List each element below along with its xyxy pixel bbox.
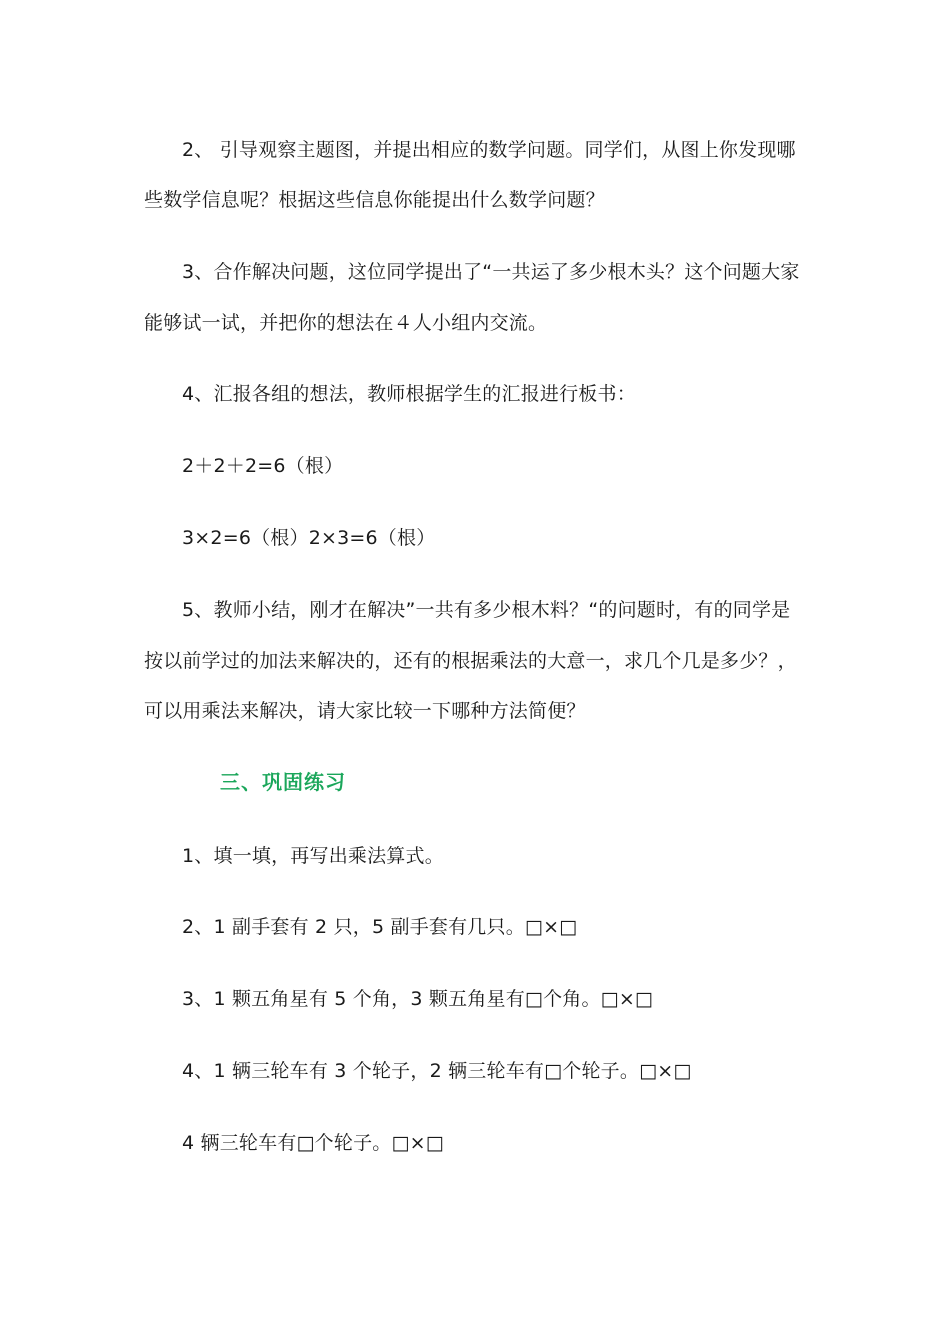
section-heading: 三、巩固练习	[220, 770, 346, 794]
exercise-2: 2、1 副手套有 2 只，5 副手套有几只。□×□	[182, 916, 578, 938]
paragraph-2-line-2: 些数学信息呢？根据这些信息你能提出什么数学问题？	[144, 189, 605, 211]
exercise-4: 4、1 辆三轮车有 3 个轮子，2 辆三轮车有□个轮子。□×□	[182, 1060, 692, 1082]
exercise-1: 1、填一填，再写出乘法算式。	[182, 845, 444, 867]
equation-multiplication: 3×2=6（根）2×3=6（根）	[182, 527, 436, 549]
paragraph-3-line-1: 3、合作解决问题，这位同学提出了“一共运了多少根木头？这个问题大家	[182, 261, 800, 283]
paragraph-5-line-1: 5、教师小结，刚才在解决”一共有多少根木料？“的问题时，有的同学是	[182, 599, 791, 621]
paragraph-2-line-1: 2、 引导观察主题图，并提出相应的数学问题。同学们，从图上你发现哪	[182, 139, 796, 161]
paragraph-5-line-3: 可以用乘法来解决，请大家比较一下哪种方法简便？	[144, 700, 586, 722]
equation-addition: 2＋2＋2=6（根）	[182, 455, 344, 477]
paragraph-5-line-2: 按以前学过的加法来解决的，还有的根据乘法的大意一，求几个几是多少？，	[144, 650, 797, 672]
exercise-3: 3、1 颗五角星有 5 个角，3 颗五角星有□个角。□×□	[182, 988, 654, 1010]
paragraph-3-line-2: 能够试一试，并把你的想法在４人小组内交流。	[144, 312, 548, 334]
exercise-4-continued: 4 辆三轮车有□个轮子。□×□	[182, 1132, 444, 1154]
paragraph-4-line-1: 4、汇报各组的想法，教师根据学生的汇报进行板书：	[182, 383, 636, 405]
